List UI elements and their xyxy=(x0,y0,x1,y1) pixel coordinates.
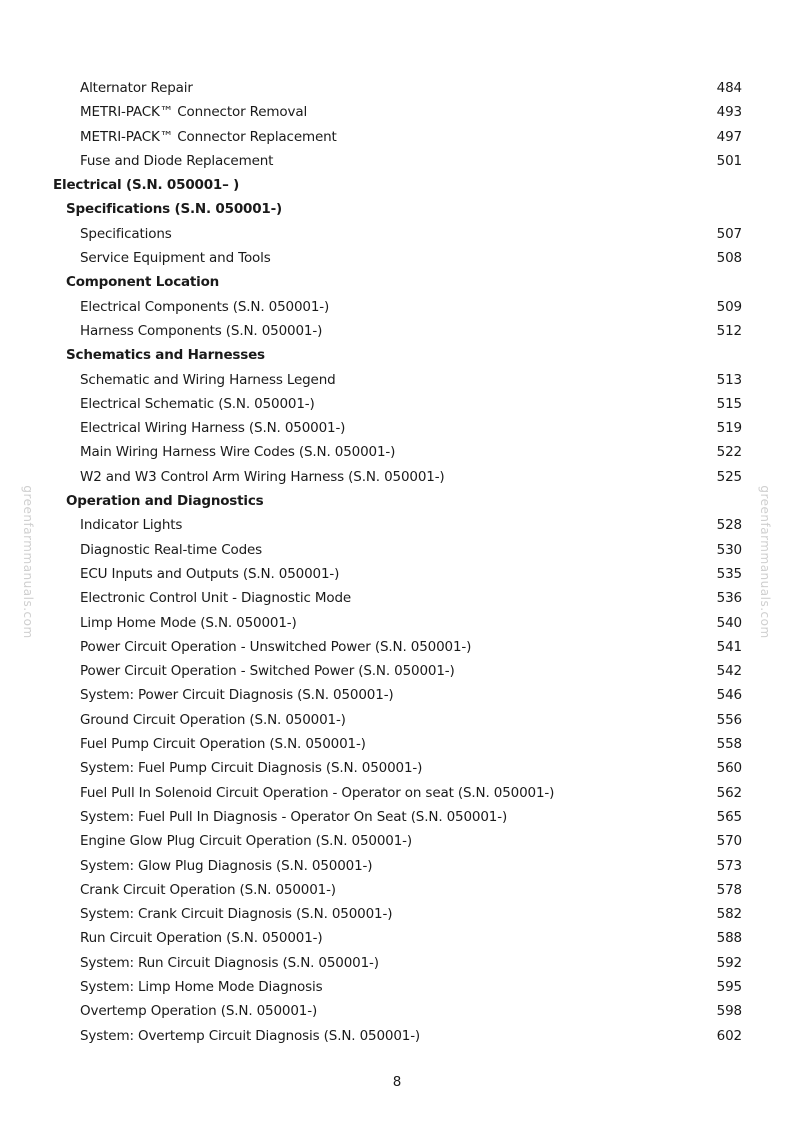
toc-entry-page: 528 xyxy=(716,517,742,534)
toc-entry-page: 507 xyxy=(716,225,742,242)
toc-entry-page: 536 xyxy=(716,590,742,607)
toc-entry-page: 578 xyxy=(716,881,742,898)
toc-entry-title: Fuel Pump Circuit Operation (S.N. 050001-) xyxy=(80,736,366,753)
toc-entry-title: Power Circuit Operation - Unswitched Power (S.N. 050001-) xyxy=(80,638,472,655)
toc-entry-page: 565 xyxy=(716,808,742,825)
toc-entry-page: 573 xyxy=(716,857,742,874)
toc-entry xyxy=(0,926,794,950)
watermark-right-text: greenfarmmanuals.com xyxy=(758,485,772,639)
toc-entry-title: System: Limp Home Mode Diagnosis xyxy=(80,978,323,995)
toc-entry xyxy=(0,100,794,124)
toc-entry-title: Schematic and Wiring Harness Legend xyxy=(80,371,336,388)
toc-entry-title: System: Overtemp Circuit Diagnosis (S.N. 050001-) xyxy=(80,1027,421,1044)
toc-entry-page: 525 xyxy=(716,468,742,485)
toc-entry xyxy=(0,538,794,562)
toc-entry-title: Electrical Components (S.N. 050001-) xyxy=(80,298,330,315)
toc-entry-title: Schematics and Harnesses xyxy=(66,347,265,364)
toc-entry xyxy=(0,708,794,732)
toc-entry-page: 542 xyxy=(716,663,742,680)
toc-entry-title: System: Fuel Pump Circuit Diagnosis (S.N. 050001-) xyxy=(80,760,423,777)
toc-entry-page: 497 xyxy=(716,128,742,145)
toc-entry-title: Limp Home Mode (S.N. 050001-) xyxy=(80,614,297,631)
toc-entry-page: 509 xyxy=(716,298,742,315)
toc-entry-page: 540 xyxy=(716,614,742,631)
toc-entry-title: METRI-PACK™ Connector Replacement xyxy=(80,128,337,145)
toc-entry xyxy=(0,829,794,853)
toc-entry-page: 588 xyxy=(716,930,742,947)
toc-entry xyxy=(0,586,794,610)
toc-entry xyxy=(0,756,794,780)
toc-entry-title: Engine Glow Plug Circuit Operation (S.N. 050001-) xyxy=(80,833,413,850)
toc-entry-page: 546 xyxy=(716,687,742,704)
toc-entry xyxy=(0,125,794,149)
toc-entry xyxy=(0,683,794,707)
toc-entry-title: METRI-PACK™ Connector Removal xyxy=(80,104,308,121)
toc-entry xyxy=(0,246,794,270)
toc-entry-page: 541 xyxy=(716,638,742,655)
toc-entry-page: 513 xyxy=(716,371,742,388)
toc-entry xyxy=(0,513,794,537)
page-number: 8 xyxy=(392,1074,402,1090)
toc-entry-title: Service Equipment and Tools xyxy=(80,250,271,267)
toc-entry xyxy=(0,392,794,416)
toc-entry-page: 592 xyxy=(716,954,742,971)
table-of-contents xyxy=(0,76,794,1048)
toc-entry xyxy=(0,732,794,756)
toc-entry xyxy=(0,368,794,392)
toc-entry-title: W2 and W3 Control Arm Wiring Harness (S.N. 050001-) xyxy=(80,468,445,485)
toc-entry xyxy=(0,465,794,489)
toc-entry xyxy=(0,878,794,902)
toc-entry-title: Diagnostic Real-time Codes xyxy=(80,541,263,558)
toc-entry-title: Electrical Wiring Harness (S.N. 050001-) xyxy=(80,420,346,437)
toc-entry xyxy=(0,902,794,926)
toc-entry-title: Specifications xyxy=(80,225,172,242)
toc-entry xyxy=(0,999,794,1023)
toc-entry xyxy=(0,951,794,975)
toc-entry xyxy=(0,781,794,805)
toc-entry-title: Run Circuit Operation (S.N. 050001-) xyxy=(80,930,323,947)
toc-entry-page: 530 xyxy=(716,541,742,558)
toc-entry-title: Fuse and Diode Replacement xyxy=(80,152,274,169)
watermark-left-text: greenfarmmanuals.com xyxy=(21,485,35,639)
toc-entry-page: 558 xyxy=(716,736,742,753)
toc-entry xyxy=(0,805,794,829)
toc-entry-page: 570 xyxy=(716,833,742,850)
toc-entry-title: Crank Circuit Operation (S.N. 050001-) xyxy=(80,881,336,898)
toc-entry xyxy=(0,659,794,683)
toc-entry-title: Harness Components (S.N. 050001-) xyxy=(80,322,323,339)
toc-entry-title: ECU Inputs and Outputs (S.N. 050001-) xyxy=(80,565,340,582)
toc-entry-title: Indicator Lights xyxy=(80,517,183,534)
toc-entry-page: 484 xyxy=(716,80,742,96)
toc-chapter-heading xyxy=(0,173,794,197)
toc-entry-title: System: Run Circuit Diagnosis (S.N. 050001-) xyxy=(80,954,379,971)
toc-section-heading xyxy=(0,270,794,294)
toc-entry-page: 595 xyxy=(716,978,742,995)
toc-entry-title: Electronic Control Unit - Diagnostic Mode xyxy=(80,590,352,607)
toc-entry-title: Operation and Diagnostics xyxy=(66,493,264,510)
toc-entry-page: 519 xyxy=(716,420,742,437)
toc-entry-page: 602 xyxy=(716,1027,742,1044)
toc-entry-page: 582 xyxy=(716,906,742,923)
toc-entry-page: 560 xyxy=(716,760,742,777)
toc-entry xyxy=(0,76,794,100)
toc-section-heading xyxy=(0,197,794,221)
toc-entry xyxy=(0,295,794,319)
toc-entry-title: System: Glow Plug Diagnosis (S.N. 050001-) xyxy=(80,857,373,874)
toc-entry-page: 515 xyxy=(716,395,742,412)
toc-entry-page: 501 xyxy=(716,152,742,169)
toc-entry-page: 556 xyxy=(716,711,742,728)
toc-entry-title: Fuel Pull In Solenoid Circuit Operation - Operator on seat (S.N. 050001-) xyxy=(80,784,555,801)
toc-entry-page: 493 xyxy=(716,104,742,121)
toc-entry-title: Specifications (S.N. 050001-) xyxy=(66,201,282,218)
toc-entry-title: Alternator Repair xyxy=(80,80,193,96)
toc-entry xyxy=(0,1024,794,1048)
toc-entry xyxy=(0,416,794,440)
toc-entry xyxy=(0,319,794,343)
toc-entry xyxy=(0,975,794,999)
toc-entry-page: 522 xyxy=(716,444,742,461)
toc-entry xyxy=(0,854,794,878)
toc-section-heading xyxy=(0,343,794,367)
toc-entry-page: 598 xyxy=(716,1003,742,1020)
toc-entry-page: 535 xyxy=(716,565,742,582)
toc-entry-page: 562 xyxy=(716,784,742,801)
toc-entry-title: Power Circuit Operation - Switched Power (S.N. 050001-) xyxy=(80,663,455,680)
toc-entry xyxy=(0,611,794,635)
toc-entry-title: System: Crank Circuit Diagnosis (S.N. 050001-) xyxy=(80,906,393,923)
toc-section-heading xyxy=(0,489,794,513)
toc-entry xyxy=(0,440,794,464)
toc-entry-title: System: Power Circuit Diagnosis (S.N. 050001-) xyxy=(80,687,394,704)
toc-entry xyxy=(0,562,794,586)
toc-entry xyxy=(0,222,794,246)
toc-entry-title: System: Fuel Pull In Diagnosis - Operator On Seat (S.N. 050001-) xyxy=(80,808,508,825)
toc-entry-title: Component Location xyxy=(66,274,220,291)
toc-entry-page: 512 xyxy=(716,322,742,339)
toc-entry xyxy=(0,635,794,659)
toc-entry-title: Main Wiring Harness Wire Codes (S.N. 050001-) xyxy=(80,444,396,461)
toc-entry-title: Ground Circuit Operation (S.N. 050001-) xyxy=(80,711,346,728)
toc-entry-title: Electrical (S.N. 050001– ) xyxy=(53,177,240,194)
toc-entry-title: Electrical Schematic (S.N. 050001-) xyxy=(80,395,315,412)
toc-entry-page: 508 xyxy=(716,250,742,267)
toc-entry-title: Overtemp Operation (S.N. 050001-) xyxy=(80,1003,318,1020)
toc-entry xyxy=(0,149,794,173)
